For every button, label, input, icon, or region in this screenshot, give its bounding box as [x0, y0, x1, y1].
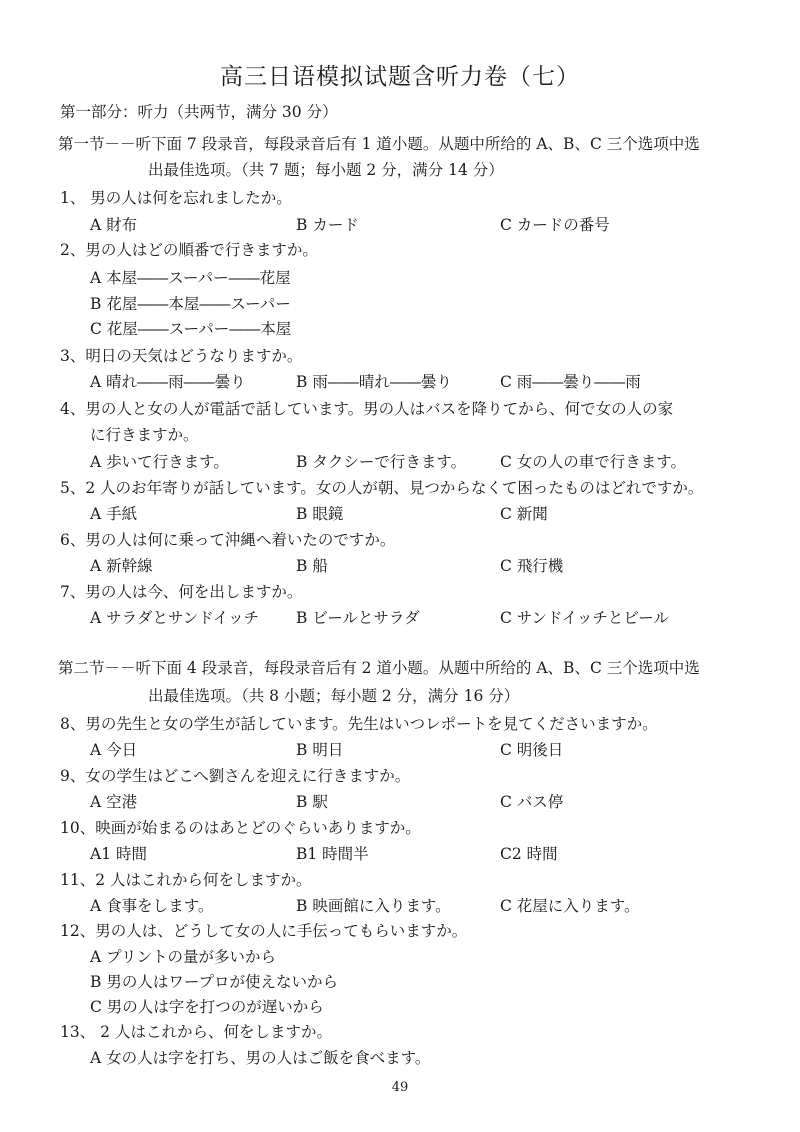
q8-option-a: A 今日: [90, 741, 138, 759]
q1-option-a: A 財布: [90, 216, 138, 234]
question-6: 6、男の人は何に乗って沖縄へ着いたのですか。: [60, 531, 396, 549]
q11-option-b: B 映画館に入ります。: [296, 897, 451, 915]
q5-option-c: C 新聞: [500, 505, 548, 523]
q11-option-c: C 花屋に入ります。: [500, 897, 640, 915]
q3-option-c: C 雨――曇り――雨: [500, 373, 641, 391]
q3-option-b: B 雨――晴れ――曇り: [296, 373, 452, 391]
q9-option-a: A 空港: [90, 793, 138, 811]
section2-instructions: 第二节－－听下面 4 段录音，每段录音后有 2 道小题。从题中所给的 A、B、C 三个选项中选: [58, 659, 700, 677]
q8-option-c: C 明後日: [500, 741, 564, 759]
q2-option-a: A 本屋――スーパー――花屋: [90, 269, 291, 287]
question-4-cont: に行きますか。: [90, 426, 199, 444]
question-2: 2、男の人はどの順番で行きますか。: [60, 241, 318, 259]
q8-option-b: B 明日: [296, 741, 344, 759]
question-10: 10、映画が始まるのはあとどのぐらいありますか。: [60, 819, 421, 837]
q6-option-c: C 飛行機: [500, 557, 564, 575]
q6-option-b: B 船: [296, 557, 328, 575]
q10-option-c: C2 時間: [500, 845, 558, 863]
q7-option-c: C サンドイッチとビール: [500, 609, 669, 627]
part1-heading: 第一部分：听力（共两节，满分 30 分）: [60, 103, 338, 121]
q12-option-a: A プリントの量が多いから: [90, 948, 277, 966]
question-5: 5、2 人のお年寄りが話しています。女の人が朝、見つからなくて困ったものはどれですか。: [60, 479, 704, 497]
page-number: 49: [391, 1080, 409, 1095]
question-3: 3、明日の天気はどうなりますか。: [60, 347, 303, 365]
q2-option-b: B 花屋――本屋――スーパー: [90, 295, 291, 313]
q13-option-a: A 女の人は字を打ち、男の人はご飯を食べます。: [90, 1049, 431, 1067]
q10-option-a: A1 時間: [90, 845, 147, 863]
q1-option-c: C カードの番号: [500, 216, 610, 234]
q6-option-a: A 新幹線: [90, 557, 153, 575]
question-4: 4、男の人と女の人が電話で話しています。男の人はバスを降りてから、何で女の人の家: [60, 400, 674, 418]
question-12: 12、男の人は、どうして女の人に手伝ってもらいますか。: [60, 922, 468, 940]
q4-option-a: A 歩いて行きます。: [90, 453, 229, 471]
section1-instructions: 第一节－－听下面 7 段录音，每段录音后有 1 道小题。从题中所给的 A、B、C 三个选项中选: [58, 135, 700, 153]
q7-option-a: A サラダとサンドイッチ: [90, 609, 260, 627]
question-7: 7、男の人は今、何を出しますか。: [60, 583, 303, 601]
section1-instructions-cont: 出最佳选项。（共 7 题；每小题 2 分，满分 14 分）: [148, 161, 504, 179]
section2-instructions-cont: 出最佳选项。（共 8 小题；每小题 2 分，满分 16 分）: [148, 687, 520, 705]
q4-option-b: B タクシーで行きます。: [296, 453, 467, 471]
question-13: 13、 2 人はこれから、何をしますか。: [60, 1023, 332, 1041]
q5-option-b: B 眼鏡: [296, 505, 344, 523]
q4-option-c: C 女の人の車で行きます。: [500, 453, 687, 471]
question-8: 8、男の先生と女の学生が話しています。先生はいつレポートを見てくださいますか。: [60, 715, 658, 733]
question-11: 11、2 人はこれから何をしますか。: [60, 871, 312, 889]
page-title: 高三日语模拟试题含听力卷（七）: [220, 64, 580, 90]
question-9: 9、女の学生はどこへ劉さんを迎えに行きますか。: [60, 767, 411, 785]
q11-option-a: A 食事をします。: [90, 897, 214, 915]
q5-option-a: A 手紙: [90, 505, 138, 523]
question-1: 1、 男の人は何を忘れましたか。: [60, 189, 292, 207]
q1-option-b: B カード: [296, 216, 359, 234]
q7-option-b: B ビールとサラダ: [296, 609, 420, 627]
q9-option-b: B 駅: [296, 793, 328, 811]
q10-option-b: B1 時間半: [296, 845, 369, 863]
q12-option-c: C 男の人は字を打つのが遅いから: [90, 998, 324, 1016]
q2-option-c: C 花屋――スーパー――本屋: [90, 320, 292, 338]
q9-option-c: C バス停: [500, 793, 564, 811]
q3-option-a: A 晴れ――雨――曇り: [90, 373, 246, 391]
q12-option-b: B 男の人はワープロが使えないから: [90, 973, 339, 991]
